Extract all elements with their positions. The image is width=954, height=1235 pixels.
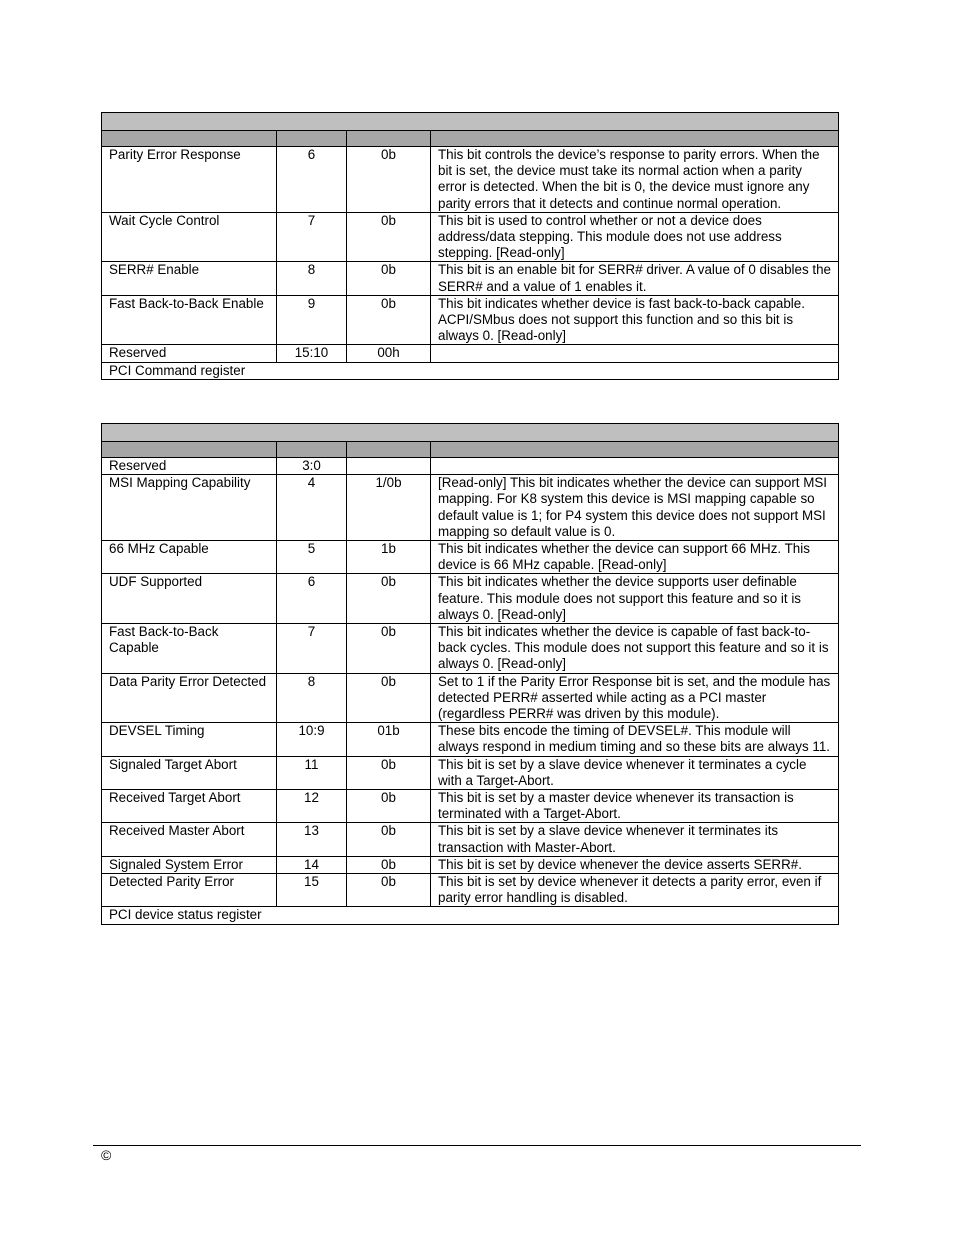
- pci-status-register-table: [101, 423, 839, 925]
- table-row: [102, 458, 839, 475]
- bits-cell: 15:10: [277, 345, 347, 362]
- table-row: [102, 723, 839, 756]
- table-row: [102, 295, 839, 345]
- bits-cell: 7: [277, 624, 347, 674]
- default-value-cell: 0b: [347, 147, 431, 213]
- default-value-cell: 0b: [347, 823, 431, 856]
- default-value-cell: 01b: [347, 723, 431, 756]
- table-title-bar: [102, 113, 839, 131]
- table-row: [102, 790, 839, 823]
- bits-cell: 4: [277, 475, 347, 541]
- bits-cell: 7: [277, 212, 347, 262]
- table-row: [102, 756, 839, 789]
- field-name-cell: Signaled Target Abort: [102, 756, 277, 789]
- field-name-cell: Reserved: [102, 345, 277, 362]
- description-cell: This bit controls the device’s response to parity errors. When the bit is set, the device must take its normal action when a parity error is detected. When the bit is 0, the device must ignore any parity errors that it detects and continue normal operation.: [431, 147, 839, 213]
- description-cell: Set to 1 if the Parity Error Response bit is set, and the module has detected PERR# asserted while acting as a PCI master (regardless PERR# was driven by this module).: [431, 673, 839, 723]
- table-row: [102, 262, 839, 295]
- field-name-cell: Detected Parity Error: [102, 874, 277, 907]
- description-cell: [Read-only] This bit indicates whether the device can support MSI mapping. For K8 system this device is MSI mapping capable so default value is 1; for P4 system this device does not support MSI mapping so default value is 0.: [431, 475, 839, 541]
- description-cell: This bit indicates whether the device is capable of fast back-to-back cycles. This module does not support this feature and so it is always 0. [Read-only]: [431, 624, 839, 674]
- table-row: [102, 624, 839, 674]
- description-cell: This bit is set by device whenever it detects a parity error, even if parity error handling is disabled.: [431, 874, 839, 907]
- bits-cell: 14: [277, 856, 347, 873]
- table-row: [102, 212, 839, 262]
- footer-divider: [93, 1145, 861, 1146]
- field-name-cell: Parity Error Response: [102, 147, 277, 213]
- default-value-cell: 0b: [347, 574, 431, 624]
- default-value-cell: 0b: [347, 874, 431, 907]
- default-value-cell: 0b: [347, 756, 431, 789]
- table-row: [102, 147, 839, 213]
- description-cell: This bit is used to control whether or not a device does address/data stepping. This module does not use address stepping. [Read-only]: [431, 212, 839, 262]
- default-value-cell: 0b: [347, 262, 431, 295]
- table-caption-row: [102, 907, 839, 924]
- table-row: [102, 673, 839, 723]
- field-name-cell: Signaled System Error: [102, 856, 277, 873]
- copyright-symbol: ©: [101, 1147, 112, 1163]
- default-value-cell: 0b: [347, 295, 431, 345]
- default-value-cell: 0b: [347, 212, 431, 262]
- bits-cell: 6: [277, 147, 347, 213]
- bits-cell: 15: [277, 874, 347, 907]
- bits-cell: 3:0: [277, 458, 347, 475]
- default-value-cell: 0b: [347, 790, 431, 823]
- description-cell: [431, 458, 839, 475]
- bits-cell: 10:9: [277, 723, 347, 756]
- description-cell: This bit is set by device whenever the device asserts SERR#.: [431, 856, 839, 873]
- bits-cell: 6: [277, 574, 347, 624]
- description-cell: This bit indicates whether the device can support 66 MHz. This device is 66 MHz capable. [Read-only]: [431, 541, 839, 574]
- default-value-cell: 0b: [347, 624, 431, 674]
- field-name-cell: Reserved: [102, 458, 277, 475]
- bits-cell: 8: [277, 673, 347, 723]
- field-name-cell: DEVSEL Timing: [102, 723, 277, 756]
- field-name-cell: Received Target Abort: [102, 790, 277, 823]
- description-cell: This bit is an enable bit for SERR# driver. A value of 0 disables the SERR# and a value of 1 enables it.: [431, 262, 839, 295]
- default-value-cell: 00h: [347, 345, 431, 362]
- field-name-cell: SERR# Enable: [102, 262, 277, 295]
- default-value-cell: 1/0b: [347, 475, 431, 541]
- default-value-cell: 0b: [347, 673, 431, 723]
- table-caption: PCI device status register: [102, 907, 839, 924]
- bits-cell: 9: [277, 295, 347, 345]
- table-row: [102, 823, 839, 856]
- field-name-cell: Data Parity Error Detected: [102, 673, 277, 723]
- field-name-cell: Received Master Abort: [102, 823, 277, 856]
- description-cell: This bit is set by a slave device whenever it terminates its transaction with Master-Abort.: [431, 823, 839, 856]
- description-cell: This bit indicates whether the device supports user definable feature. This module does not support this feature and so it is always 0. [Read-only]: [431, 574, 839, 624]
- bits-cell: 11: [277, 756, 347, 789]
- table-row: [102, 856, 839, 873]
- bits-cell: 13: [277, 823, 347, 856]
- bits-cell: 12: [277, 790, 347, 823]
- bits-cell: 5: [277, 541, 347, 574]
- table-row: [102, 874, 839, 907]
- field-name-cell: Fast Back-to-Back Enable: [102, 295, 277, 345]
- table-caption-row: [102, 362, 839, 379]
- field-name-cell: 66 MHz Capable: [102, 541, 277, 574]
- description-cell: [431, 345, 839, 362]
- field-name-cell: UDF Supported: [102, 574, 277, 624]
- table-title-bar: [102, 424, 839, 442]
- table-row: [102, 475, 839, 541]
- description-cell: This bit is set by a slave device whenever it terminates a cycle with a Target-Abort.: [431, 756, 839, 789]
- description-cell: These bits encode the timing of DEVSEL#. This module will always respond in medium timing and so these bits are always 11.: [431, 723, 839, 756]
- table-header-row: [102, 131, 839, 147]
- description-cell: This bit is set by a master device whenever its transaction is terminated with a Target-Abort.: [431, 790, 839, 823]
- pci-command-register-table: [101, 112, 839, 380]
- table-row: [102, 574, 839, 624]
- table-row: [102, 541, 839, 574]
- field-name-cell: MSI Mapping Capability: [102, 475, 277, 541]
- bits-cell: 8: [277, 262, 347, 295]
- default-value-cell: 1b: [347, 541, 431, 574]
- field-name-cell: Wait Cycle Control: [102, 212, 277, 262]
- default-value-cell: 0b: [347, 856, 431, 873]
- default-value-cell: [347, 458, 431, 475]
- description-cell: This bit indicates whether device is fast back-to-back capable. ACPI/SMbus does not support this function and so this bit is always 0. [Read-only]: [431, 295, 839, 345]
- table-row: [102, 345, 839, 362]
- table-caption: PCI Command register: [102, 362, 839, 379]
- field-name-cell: Fast Back-to-Back Capable: [102, 624, 277, 674]
- table-header-row: [102, 442, 839, 458]
